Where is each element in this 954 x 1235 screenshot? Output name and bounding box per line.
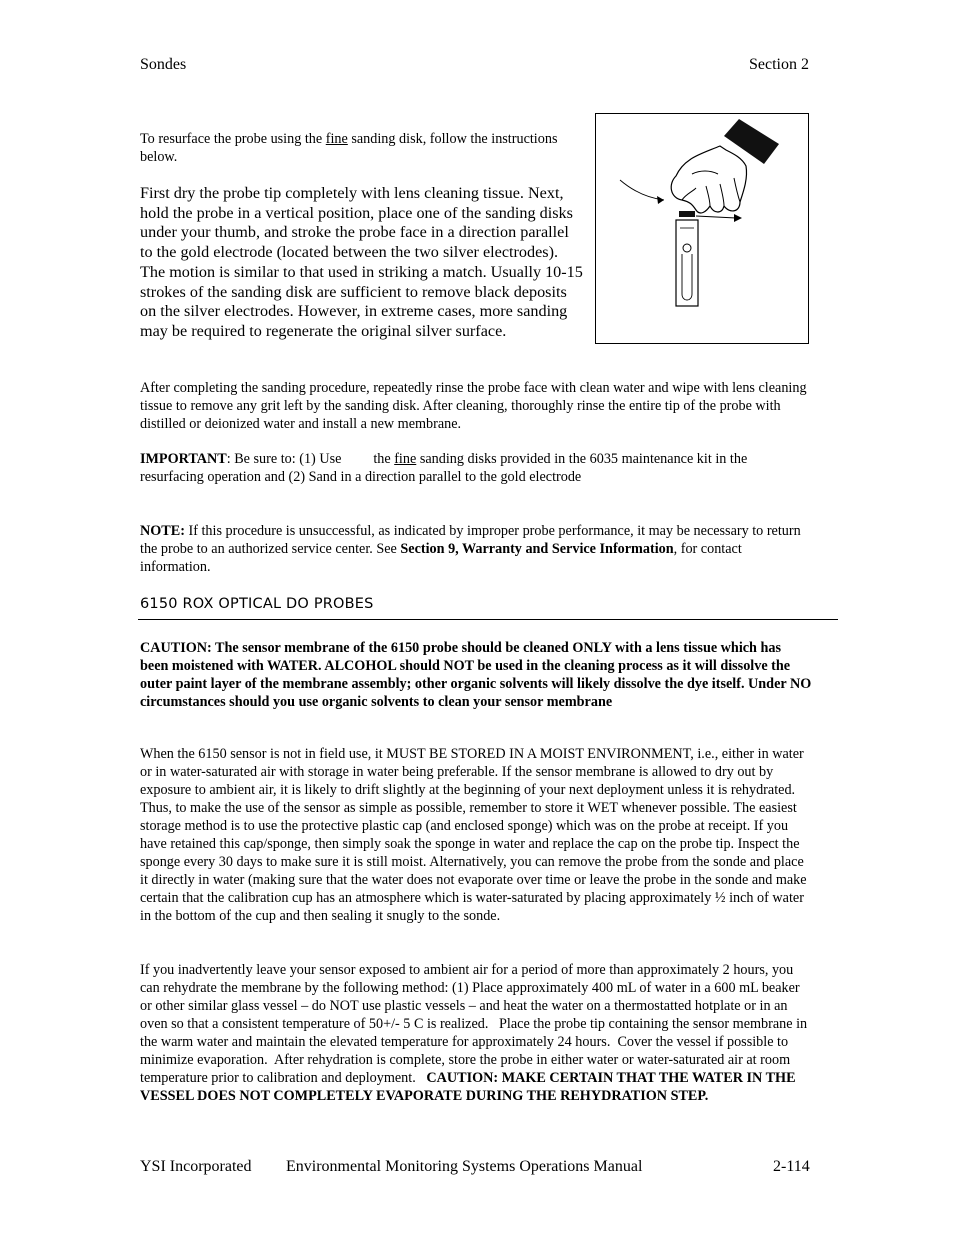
note-text-pre: If this procedure is unsuccessful, as indicated by improper probe performance, it may be necessary to return the probe to an authorized service center. See (140, 523, 801, 557)
intro-fine-underlined: fine (325, 131, 348, 147)
footer-page-number: 2-114 (773, 1158, 810, 1175)
important-fine-underlined: fine (394, 451, 417, 467)
rehydration-caution: CAUTION: MAKE CERTAIN THAT THE WATER IN THE VESSEL DOES NOT COMPLETELY EVAPORATE DURING THE REHYDRATION STEP. (140, 1070, 796, 1104)
important-text-pre: : Be sure to: (1) Use the (226, 451, 395, 467)
after-sanding-paragraph: After completing the sanding procedure, repeatedly rinse the probe face with clean water and wipe with lens cleaning tissue to remove any grit left by the sanding disk. After cleaning, thoroughly rinse the entire tip of the probe with distilled or deionized water and install a new membrane. (140, 380, 807, 432)
note-label: NOTE: (140, 523, 185, 539)
section-divider (138, 619, 838, 620)
header-left: Sondes (140, 56, 187, 73)
footer-company: YSI Incorporated (140, 1158, 252, 1175)
section-title: 6150 ROX OPTICAL DO PROBES (140, 596, 374, 612)
rehydration-paragraph (140, 961, 812, 1105)
note-section-reference: Section 9, Warranty and Service Information (400, 541, 674, 557)
note-text-post: , for contact information. (140, 541, 742, 575)
probe-sanding-illustration (595, 113, 809, 344)
rehydration-text: If you inadvertently leave your sensor exposed to ambient air for a period of more than approximately 2 hours, you can rehydrate the membrane by the following method: (1) Place approximately 400 mL of water in a 600 mL beaker or other similar glass vessel – do NOT use plastic vessels – and heat the water on a thermostatted hotplate or in an oven so that a consistent temperature of 50+/- 5 C is realized. Place the probe tip containing the sensor membrane in the warm water and maintain the elevated temperature for approximately 24 hours. Cover the vessel if possible to minimize evaporation. After rehydration is complete, store the probe in either water or water-saturated air at room temperature prior to calibration and deployment. (140, 962, 811, 1086)
intro-paragraph (140, 130, 560, 166)
header-right: Section 2 (749, 56, 809, 73)
intro-text-post: sanding disk, follow the instructions below. (140, 131, 558, 165)
important-label: IMPORTANT (140, 451, 227, 467)
caution-paragraph: CAUTION: The sensor membrane of the 6150 probe should be cleaned ONLY with a lens tissue which has been moistened with WATER. ALCOHOL should NOT be used in the cleaning process as it will dissolve the outer paint layer of the membrane assembly; other organic solvents will likely dissolve the dye itself. Under NO circumstances should you use organic solvents to clean your sensor membrane (140, 640, 812, 710)
hand-sanding-probe-icon (596, 114, 808, 343)
procedure-paragraph: First dry the probe tip completely with lens cleaning tissue. Next, hold the probe in a vertical position, place one of the sanding disks under your thumb, and stroke the probe face in a direction parallel to the gold electrode (located between the two silver electrodes). The motion is similar to that used in striking a match. Usually 10-15 strokes of the sanding disk are sufficient to remove black deposits on the silver electrodes. However, in extreme cases, more sanding may be required to regenerate the original silver surface. (140, 184, 583, 340)
important-paragraph (140, 450, 812, 486)
important-text-post: sanding disks provided in the 6035 maintenance kit in the resurfacing operation and (2) Sand in a direction parallel to the gold electrode (140, 451, 748, 485)
storage-paragraph: When the 6150 sensor is not in field use, it MUST BE STORED IN A MOIST ENVIRONMENT, i.e., either in water or in water-saturated air with storage in water being preferable. If the sensor membrane is allowed to dry out by exposure to ambient air, it is likely to drift slightly at the beginning of your next deployment unless it is rehydrated. Thus, to make the use of the sensor as simple as possible, remember to store it WET whenever possible. The easiest storage method is to use the protective plastic cap (and enclosed sponge) which was on the probe at receipt. If you have retained this cap/sponge, then simply soak the sponge in water and replace the cap on the probe tip. Inspect the sponge every 30 days to make sure it is still moist. Alternatively, you can remove the probe from the sonde and place it directly in water (making sure that the water does not evaporate over time or leave the probe in the sonde and make certain that the calibration cup has an atmosphere which is water-saturated by placing approximately ½ inch of water in the bottom of the cup and then sealing it snugly to the sonde. (140, 746, 807, 924)
intro-text-pre: To resurface the probe using the (140, 131, 326, 147)
note-paragraph (140, 522, 812, 576)
footer-manual-title: Environmental Monitoring Systems Operations Manual (286, 1158, 643, 1175)
